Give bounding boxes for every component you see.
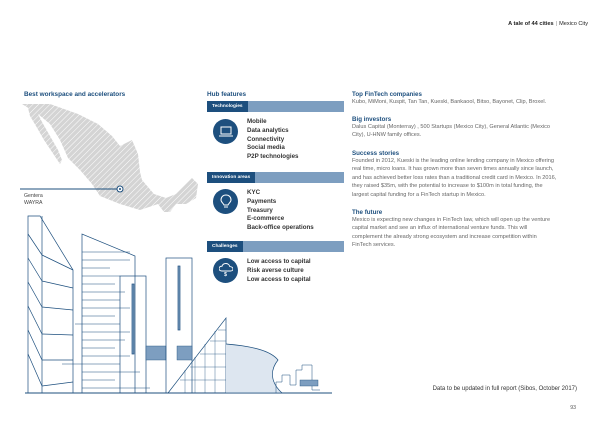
text-line: Founded in 2012, Kueski is the leading online lending company in Mexico offering: [352, 158, 555, 164]
page-header: [508, 21, 588, 27]
list-item: KYC: [247, 189, 261, 196]
list-item: Risk averse culture: [247, 266, 304, 274]
workspace-title: Best workspace and accelerators: [24, 91, 126, 98]
innovation-areas-bar: [207, 172, 344, 183]
list-item: Low access to capital: [247, 275, 311, 283]
challenges-bar: [207, 241, 344, 252]
list-item: Low access to capital: [247, 258, 311, 265]
text-line: they raised $35m, with the potential to increase to $100m in total funding, the: [352, 183, 543, 190]
the-future: [352, 209, 584, 250]
block-text: [352, 157, 584, 199]
list-item: Connectivity: [247, 135, 285, 143]
mexico-mainland: [22, 104, 198, 212]
technologies-list: [247, 118, 298, 162]
map-label-wayra: WAYRA: [24, 200, 43, 206]
lightbulb-icon: [213, 189, 238, 214]
technologies-label: Technologies: [207, 101, 248, 112]
text-line: FinTech services.: [352, 242, 396, 249]
innovation-areas-list: [247, 189, 314, 233]
list-item: Treasury: [247, 206, 273, 214]
block-text: [352, 216, 584, 250]
text-line: and has achieved better loss rates than a traditional credit card in Mexico. In 2016,: [352, 174, 557, 181]
block-title: The future: [352, 209, 383, 216]
list-item: Back-office operations: [247, 224, 314, 232]
header-title: A tale of 44 cities: [508, 21, 554, 27]
text-line: complement the already strong ecosystem and increase competition within: [352, 233, 537, 240]
text-line: Dalus Capital (Monterray) , 500 Startups (Mexico City), General Atlantic (Mexico: [352, 124, 551, 130]
big-investors: [352, 116, 584, 140]
list-item: P2P technologies: [247, 153, 299, 161]
block-title: Top FinTech companies: [352, 91, 422, 98]
challenges-list: [247, 258, 311, 284]
header-separator: |: [555, 21, 558, 27]
text-line: Kubo, MiMoni, Kuspit, Tan Tan, Kueski, Bankaool, Bitso, Bayonet, Clip, Broxel.: [352, 99, 547, 105]
list-item: E-commerce: [247, 215, 285, 223]
laptop-icon: [213, 119, 238, 144]
challenges-label: Challenges: [207, 241, 243, 252]
innovation-areas-label: Innovation areas: [207, 172, 255, 183]
list-item: Data analytics: [247, 126, 289, 134]
map-label-gentera: Gentera: [24, 193, 43, 199]
text-line: largest capital funding for a FinTech startup in Mexico.: [352, 191, 486, 198]
dollar-sign: $: [224, 272, 227, 278]
map-labels: [24, 193, 43, 207]
list-item: Payments: [247, 197, 277, 205]
text-line: capital market and see an influx of international venture funds. This will: [352, 225, 528, 232]
list-item: Social media: [247, 144, 285, 152]
cloud-money-icon: [213, 258, 238, 283]
city-skyline-illustration: [20, 210, 340, 395]
header-city: Mexico City: [559, 21, 588, 27]
block-text: [352, 98, 584, 106]
top-fintech-companies: [352, 91, 584, 106]
list-item: Mobile: [247, 118, 267, 125]
text-line: City), U-HNW family offices.: [352, 132, 422, 139]
block-title: Success stories: [352, 150, 400, 157]
page-number: 93: [570, 405, 576, 411]
technologies-bar: [207, 101, 344, 112]
block-text: [352, 123, 584, 140]
text-line: Mexico is expecting new changes in FinTech law, which will open up the venture: [352, 217, 551, 223]
hub-features-title: Hub features: [207, 91, 247, 98]
text-line: real time, micro loans. It has grown more than seven times annually since launch,: [352, 166, 554, 173]
footer-note: Data to be updated in full report (Sibos, October 2017): [432, 386, 577, 392]
mexico-map: [20, 100, 210, 225]
success-stories: [352, 150, 584, 199]
block-title: Big investors: [352, 116, 392, 123]
